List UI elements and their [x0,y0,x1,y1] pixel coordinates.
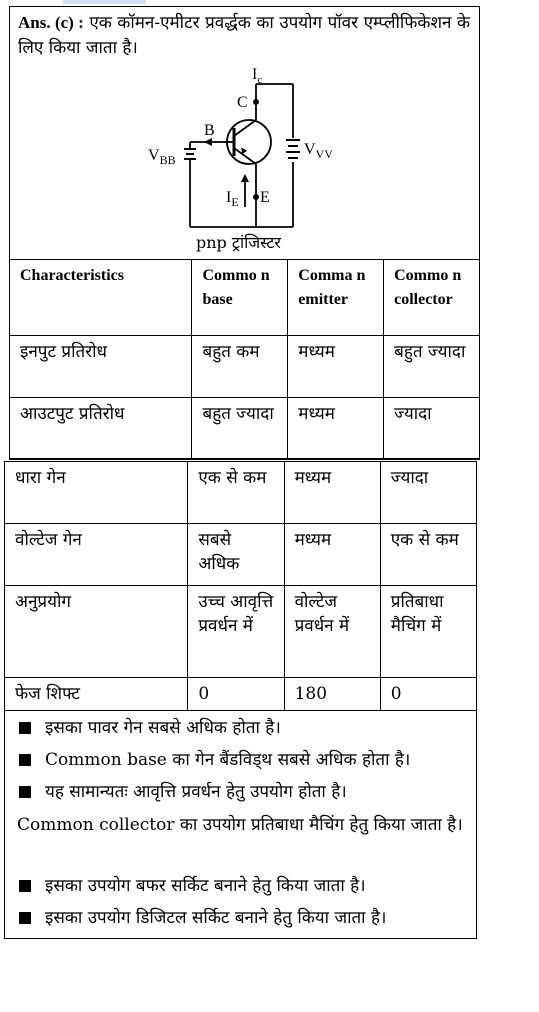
label-ic: $I_c$ [252,66,263,86]
table-cell: सबसे अधिक [188,524,284,586]
square-bullet-icon [19,880,31,892]
comparison-table-bottom [4,461,477,711]
table-row [5,524,477,586]
table-cell: एक से कम [380,524,476,586]
table-cell: आउटपुट प्रतिरोध [10,398,192,460]
table-cell: मध्यम [284,524,380,586]
label-emitter: E [260,189,270,206]
table-cell: 0 [188,678,284,711]
list-item: Common base का गेन बैंडविड्थ सबसे अधिक होता है। [19,748,410,772]
table-cell: मध्यम [288,336,384,398]
header-common-base: Commo n base [192,260,288,336]
header-characteristics: Characteristics [10,260,192,336]
square-bullet-icon [19,786,31,798]
table-cell: ज्यादा [380,462,476,524]
label-vbb: $V_{BB}$ [148,147,176,167]
label-collector: C [237,94,248,111]
pnp-transistor-diagram [140,62,355,258]
table-cell: मध्यम [288,398,384,460]
table-cell: एक से कम [188,462,284,524]
table-cell: इनपुट प्रतिरोध [10,336,192,398]
collector-paragraph: Common collector का उपयोग प्रतिबाधा मैचिंग हेतु किया जाता है। [17,815,463,835]
table-cell: वोल्टेज प्रवर्धन में [284,586,380,678]
square-bullet-icon [19,912,31,924]
list-item: इसका उपयोग डिजिटल सर्किट बनाने हेतु किया जाता है। [19,906,386,930]
table-header-row [10,260,480,336]
table-cell: 180 [284,678,380,711]
list-item: इसका उपयोग बफर सर्किट बनाने हेतु किया जाता है। [19,874,366,898]
highlight-strip [63,0,146,4]
answer-text: एक कॉमन-एमीटर प्रवर्द्धक का उपयोग पॉवर एम्प्लीफिकेशन के लिए किया जाता है। [18,13,471,58]
table-cell: फेज शिफ्ट [5,678,188,711]
table-cell: मध्यम [284,462,380,524]
table-cell: अनुप्रयोग [5,586,188,678]
header-common-collector: Commo n collector [384,260,480,336]
table-row [5,586,477,678]
table-cell: बहुत ज्यादा [192,398,288,460]
table-cell: 0 [380,678,476,711]
label-base: B [204,122,215,139]
answer-statement [18,10,470,61]
table-cell: प्रतिबाधा मैचिंग में [380,586,476,678]
table-cell: वोल्टेज गेन [5,524,188,586]
table-cell: बहुत कम [192,336,288,398]
table-row [10,398,480,460]
circuit-caption: pnp ट्रांजिस्टर [196,233,281,252]
label-ie: $I_E$ [226,189,239,209]
list-item: इसका पावर गेन सबसे अधिक होता है। [19,716,281,740]
table-row [10,336,480,398]
answer-tag: Ans. (c) : [18,13,84,32]
table-row [5,462,477,524]
square-bullet-icon [19,722,31,734]
comparison-table-top [9,259,480,460]
label-vvv: $V_{VV}$ [304,141,333,161]
header-common-emitter: Comma n emitter [288,260,384,336]
table-cell: धारा गेन [5,462,188,524]
table-cell: उच्च आवृत्ति प्रवर्धन में [188,586,284,678]
notes-box [4,710,477,939]
list-item: यह सामान्यतः आवृत्ति प्रवर्धन हेतु उपयोग होता है। [19,780,347,804]
square-bullet-icon [19,754,31,766]
table-cell: बहुत ज्यादा [384,336,480,398]
table-cell: ज्यादा [384,398,480,460]
table-row [5,678,477,711]
